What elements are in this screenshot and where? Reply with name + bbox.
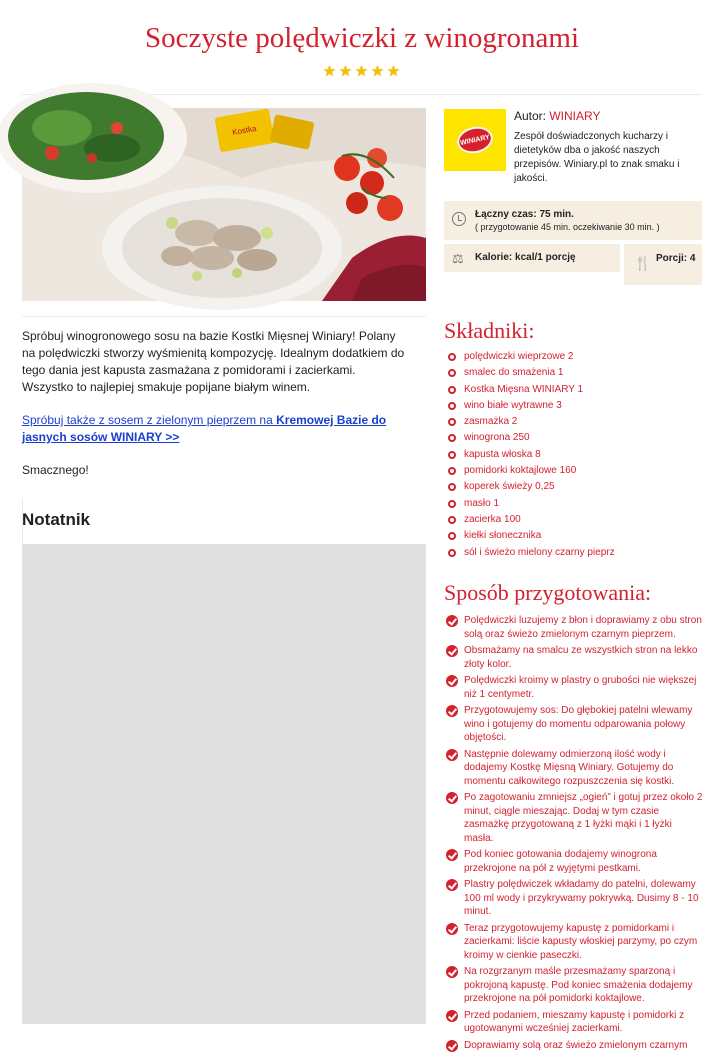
star-icon: ★ [322, 63, 338, 80]
preparation-step [446, 614, 704, 641]
bullet-icon [448, 353, 456, 361]
preparation-steps [446, 614, 704, 1055]
step-text: Pod koniec gotowania dodajemy winogrona przekrojone na pół z wyjętymi pestkami. [464, 849, 657, 874]
step-text: Plastry polędwiczek wkładamy do patelni, dolewamy 100 ml wody i przykrywamy pokrywką. Dusimy 8 - 10 minut. [464, 879, 699, 917]
calories-text: Kalorie: kcal/1 porcję [475, 252, 576, 263]
ingredient-text: Kostka Mięsna WINIARY 1 [464, 383, 584, 395]
star-icon: ★ [386, 63, 402, 80]
check-icon [446, 849, 458, 861]
ingredient-text: koperek świeży 0,25 [464, 481, 555, 493]
preparation-step [446, 1039, 704, 1053]
step-text: Przed podaniem, mieszamy kapustę i pomidorki z ugotowanymi wcześniej zacierkami. [464, 1009, 685, 1034]
ingredient-item [448, 383, 615, 399]
check-icon [446, 645, 458, 657]
step-text: Po zagotowaniu zmniejsz „ogień” i gotuj przez około 2 minut, ciągle mieszając. Dodaj w tym czasie zasmażkę przygotowaną z 1 łyżki mąki i 1 łyżki masła. [464, 792, 703, 844]
star-icon: ★ [370, 63, 386, 80]
ingredient-item [448, 448, 615, 464]
total-time: Łączny czas: 75 min. [475, 209, 574, 220]
check-icon [446, 615, 458, 627]
winiary-logo-badge: WINIARY [455, 124, 496, 157]
preparation-step [446, 791, 704, 845]
recipe-title: Soczyste polędwiczki z winogronami [144, 22, 580, 54]
ingredients-list [448, 350, 615, 562]
ingredient-item [448, 350, 615, 366]
ingredient-item [448, 431, 615, 447]
bullet-icon [448, 549, 456, 557]
ingredient-item [448, 529, 615, 545]
winiary-logo [444, 109, 506, 171]
notes-heading: Notatnik [22, 510, 90, 529]
rating-stars [0, 62, 724, 80]
svg-text:Kostka: Kostka [231, 123, 258, 138]
calories-box [444, 244, 620, 272]
step-text: Następnie dolewamy odmierzoną ilość wody i dodajemy Kostkę Mięsną Winiary. Gotujemy do momentu całkowitego rozpuszczenia się kostki. [464, 748, 675, 787]
author-description: Zespół doświadczonych kucharzy i dietetyków dba o jakość naszych przepisów. Winiary.pl to znak smaku i jakości. [514, 131, 680, 184]
divider [22, 316, 426, 317]
step-text: Doprawiamy solą oraz świeżo zmielonym czarnym [464, 1039, 688, 1051]
portions-box [624, 244, 702, 285]
preparation-step [446, 748, 704, 789]
check-icon [446, 923, 458, 935]
preparation-step [446, 674, 704, 701]
check-icon [446, 879, 458, 891]
check-icon [446, 705, 458, 717]
bullet-icon [448, 500, 456, 508]
preparation-step [446, 644, 704, 671]
ingredient-text: masło 1 [464, 497, 500, 509]
bullet-icon [448, 532, 456, 540]
recipe-photo [22, 108, 426, 301]
preparation-heading: Sposób przygotowania: [444, 580, 652, 605]
preparation-step [446, 922, 704, 963]
step-text: Polędwiczki luzujemy z błon i doprawiamy z obu stron solą oraz świeżo zmielonym czarnym pieprzem. [464, 615, 702, 640]
preparation-step [446, 878, 704, 919]
ingredient-text: winogrona 250 [464, 432, 530, 444]
time-breakdown: ( przygotowanie 45 min. oczekiwanie 30 min. ) [475, 222, 660, 232]
promo-link-prefix[interactable]: Spróbuj także z sosem z zielonym pieprzem na [22, 413, 277, 427]
preparation-step [446, 965, 704, 1006]
scale-icon: ⚖ [452, 251, 464, 266]
check-icon [446, 675, 458, 687]
ingredient-item [448, 546, 615, 562]
star-icon: ★ [354, 63, 370, 80]
ingredient-text: pomidorki koktajlowe 160 [464, 465, 577, 477]
bullet-icon [448, 386, 456, 394]
ingredient-text: polędwiczki wieprzowe 2 [464, 351, 574, 362]
bullet-icon [448, 369, 456, 377]
check-icon [446, 749, 458, 761]
portions-text: Porcji: 4 [656, 253, 696, 264]
check-icon [446, 1040, 458, 1052]
step-text: Przygotowujemy sos: Do głębokiej patelni wlewamy wino i gotujemy do momentu odparowania połowy objętości. [464, 705, 693, 743]
check-icon [446, 792, 458, 804]
cutlery-icon: 🍴 [634, 255, 652, 271]
bullet-icon [448, 451, 456, 459]
ingredient-text: wino białe wytrawne 3 [464, 399, 562, 411]
ingredient-item [448, 366, 615, 382]
ingredient-text: zasmażka 2 [464, 416, 518, 428]
ingredient-item [448, 415, 615, 431]
preparation-step [446, 704, 704, 745]
author-line [514, 109, 600, 123]
preparation-step [446, 1009, 704, 1036]
bullet-icon [448, 516, 456, 524]
ingredient-text: smalec do smażenia 1 [464, 367, 564, 379]
author-label: Autor: [514, 109, 547, 123]
check-icon [446, 966, 458, 978]
closing-text: Smacznego! [22, 463, 89, 477]
preparation-step [446, 848, 704, 875]
step-text: Obsmażamy na smalcu ze wszystkich stron na lekko złoty kolor. [464, 645, 698, 670]
check-icon [446, 1010, 458, 1022]
ingredient-item [448, 513, 615, 529]
clock-icon [452, 212, 466, 226]
total-time-box [444, 201, 702, 240]
bullet-icon [448, 434, 456, 442]
step-text: Teraz przygotowujemy kapustę z pomidorkami i zacierkami: liście kapusty włoskiej parzymy, po czym kroimy w cienkie paseczki. [464, 922, 698, 961]
ingredient-text: sól i świeżo mielony czarny pieprz [464, 546, 615, 558]
ingredients-heading: Składniki: [444, 318, 535, 343]
ingredient-text: kiełki słonecznika [464, 530, 542, 542]
step-text: Na rozgrzanym maśle przesmażamy sparzoną i pokrojoną kapustę. Pod koniec smażenia dodajemy przekrojone na pół pomidorki koktajlowe. [464, 966, 693, 1004]
bullet-icon [448, 483, 456, 491]
promo-link-text[interactable] [22, 413, 386, 444]
ingredient-item [448, 399, 615, 415]
ingredient-text: zacierka 100 [464, 513, 521, 525]
bullet-icon [448, 467, 456, 475]
author-name[interactable]: WINIARY [549, 109, 601, 123]
bullet-icon [448, 418, 456, 426]
promo-link[interactable] [22, 412, 418, 446]
promo-link-bold[interactable]: Kremowej Bazie do jasnych sosów WINIARY >> [22, 413, 387, 444]
step-text: Polędwiczki kroimy w plastry o grubości nie większej niż 1 centymetr. [464, 675, 697, 700]
intro-text: Spróbuj winogronowego sosu na bazie Kostki Mięsnej Winiary! Polany na polędwiczki stworzy wyśmienitą kompozycję. Idealnym dodatkiem do tego dania jest kapusta zasmażana z pomidorami i zacierkami. Wszystko to najlepiej smakuje popijane białym winem. [22, 329, 405, 394]
ingredient-item [448, 497, 615, 513]
ingredient-item [448, 464, 615, 480]
bullet-icon [448, 402, 456, 410]
ingredient-item [448, 480, 615, 496]
notes-area[interactable] [22, 544, 426, 1024]
ingredient-text: kapusta włoska 8 [464, 448, 541, 460]
star-icon: ★ [338, 63, 354, 80]
